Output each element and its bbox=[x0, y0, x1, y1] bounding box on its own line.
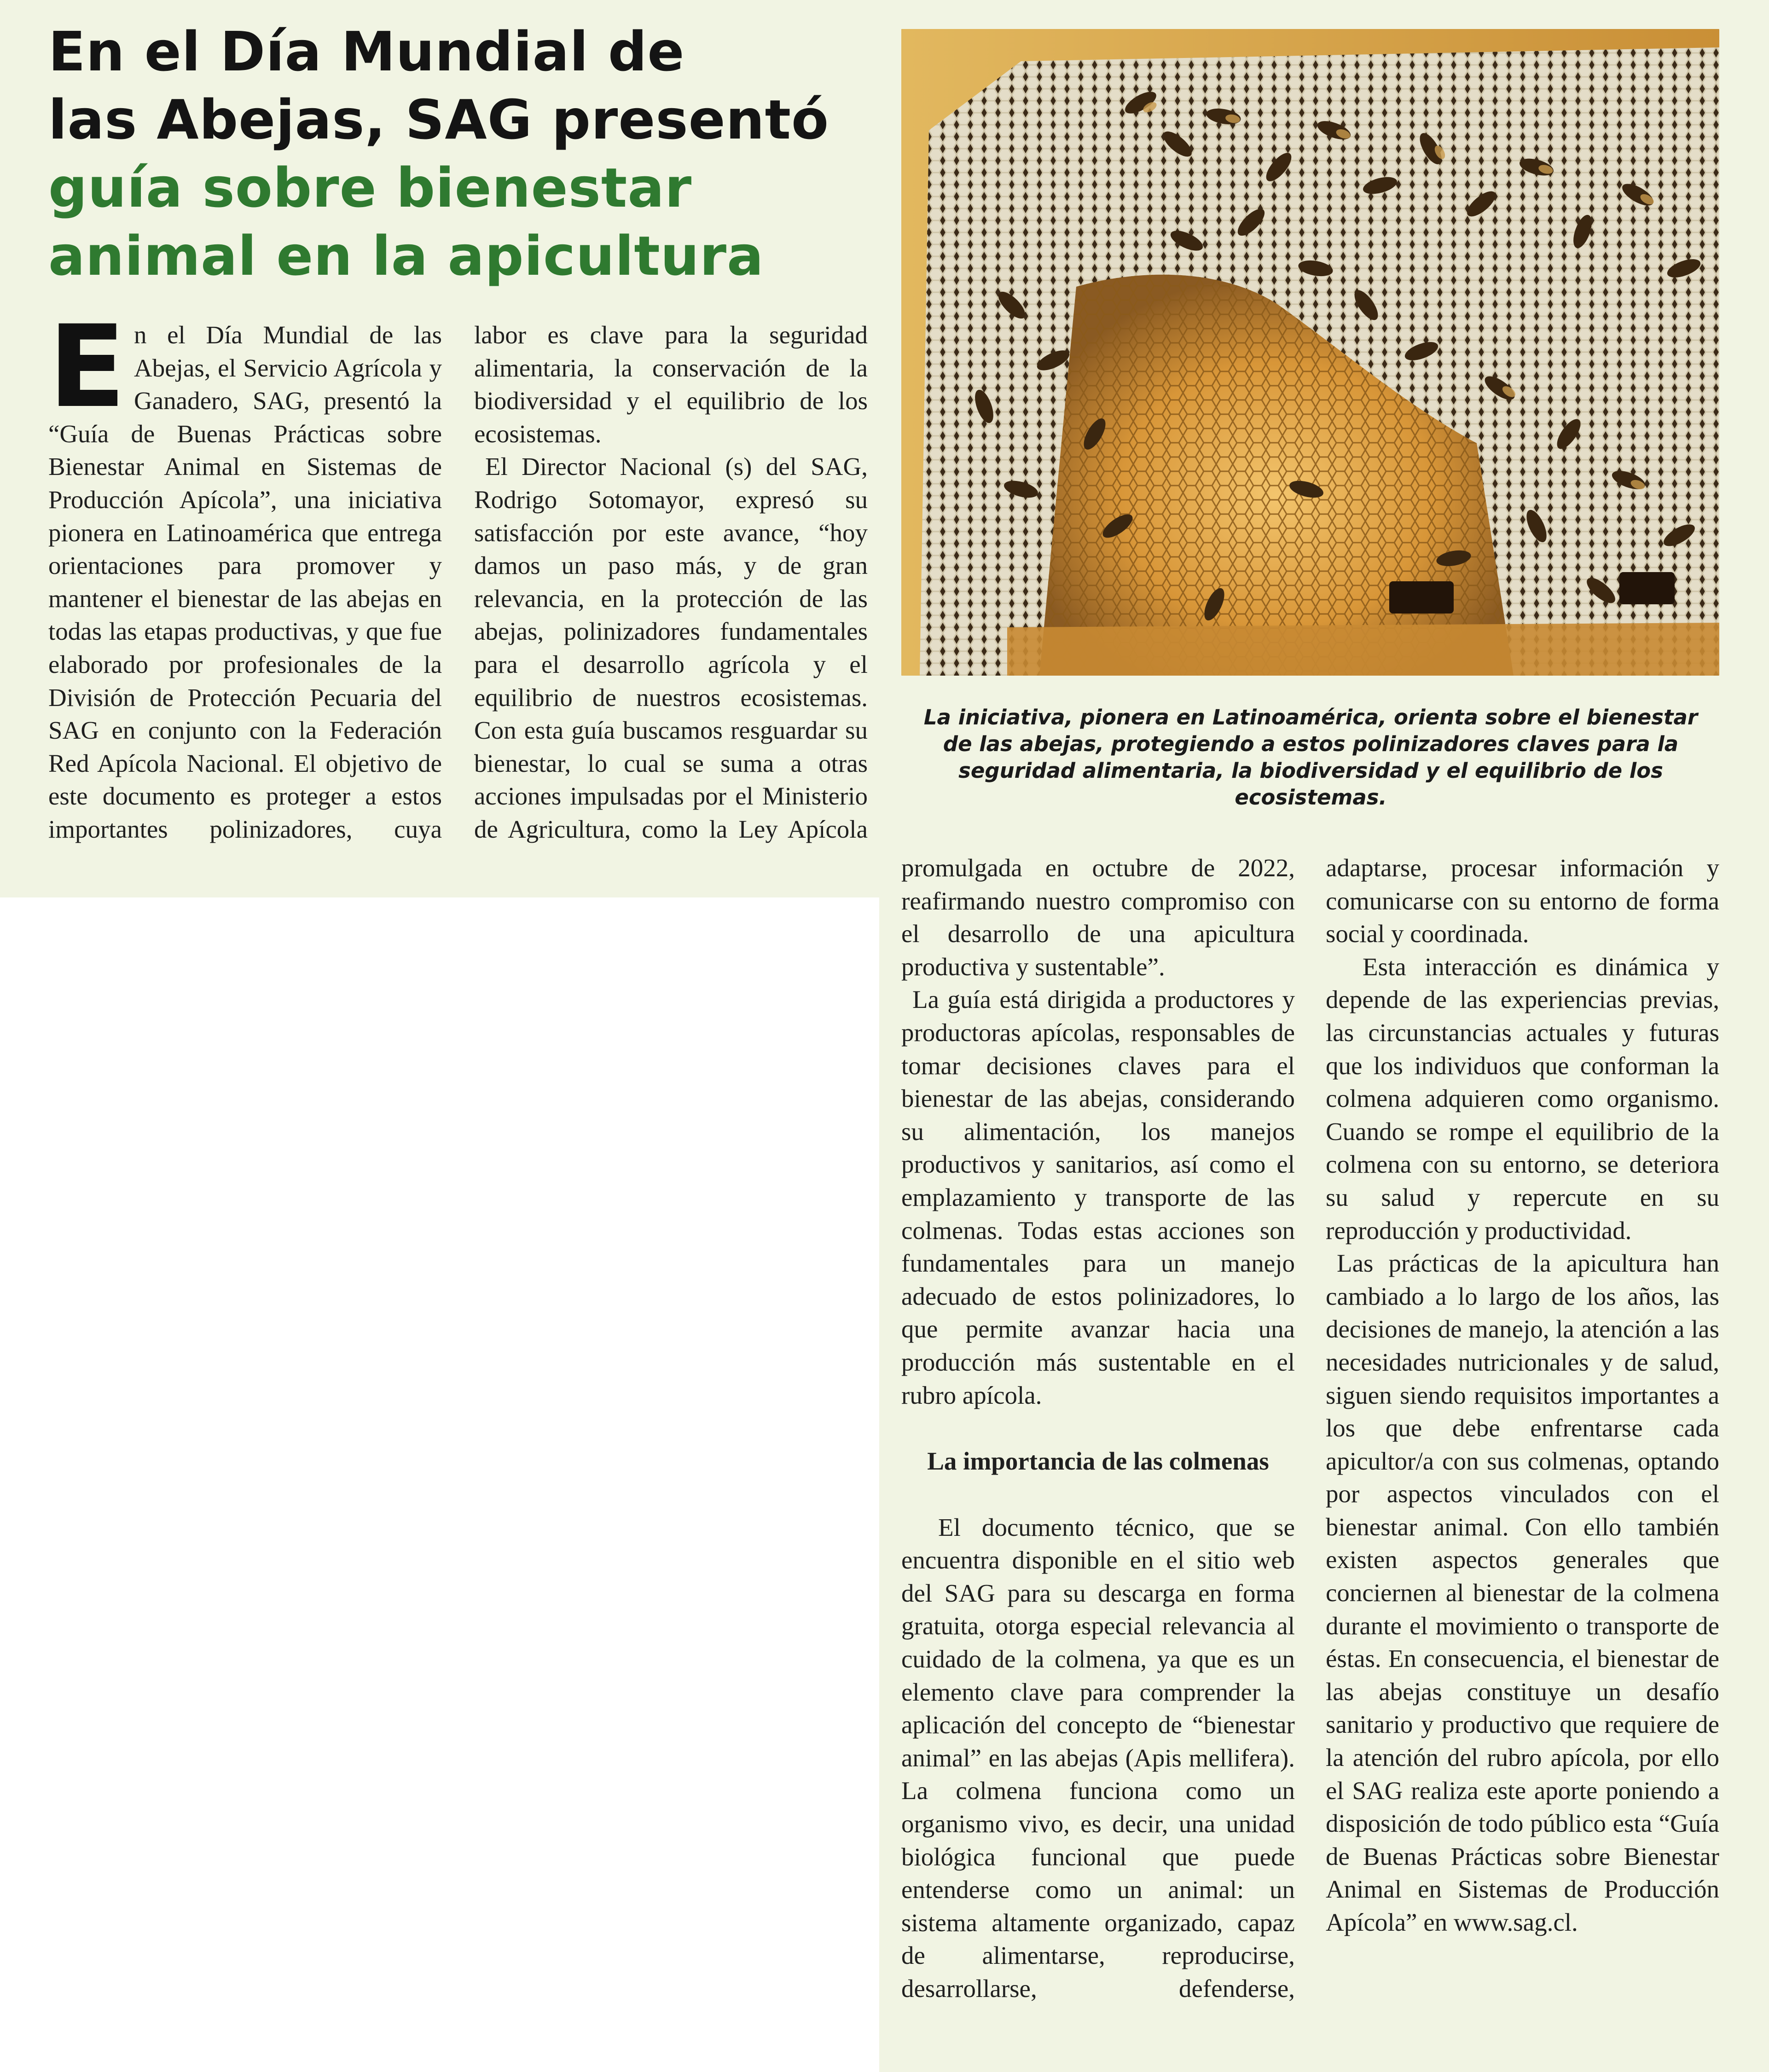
paragraph: promulgada en octubre de 2022, reafirmando nuestro compromiso con el desarrollo de una apicultura productiva y sustentable”. bbox=[901, 854, 1295, 981]
headline-line-4: animal en la apicultura bbox=[48, 224, 764, 288]
section-subheading: La importancia de las colmenas bbox=[927, 1447, 1269, 1476]
article-column-1 bbox=[48, 301, 442, 846]
headline-line-2: las Abejas, SAG presentó bbox=[48, 88, 829, 151]
headline-line-1: En el Día Mundial de bbox=[48, 20, 685, 83]
paragraph: Esta interacción es dinámica y depende de las experiencias previas, las circunstancias actuales y futuras que los individuos que conforman la colmena adquieren como organismo. Cuando se rompe el equilibrio de la colmena con su entorno, se deteriora su salud y repercute en su reproducción y productividad. bbox=[1326, 952, 1719, 1244]
intro-paragraph: n el Día Mundial de las Abejas, el Servicio Agrícola y Ganadero, SAG, presentó la “Guía de Buenas Prácticas sobre Bienestar Animal en Sistemas de Producción Apícola”, una iniciativa pionera en Latinoamérica que entrega orientaciones para promover y mantener el bienestar de las abejas en todas las etapas productivas, y que fue elaborado por profesionales de la División de Protección Pecuaria del SAG en conjunto con la Federación Red Apícola Nacional. El objetivo de este documento es proteger a estos importantes polinizadores, cuya bbox=[48, 321, 442, 843]
photo-caption: La iniciativa, pionera en Latinoamérica, orienta sobre el bienestar de las abejas, protegiendo a estos polinizadores claves para la seguridad alimentaria, la biodiversidad y el equilibrio de los ecosistemas. bbox=[923, 705, 1698, 810]
drop-cap: E bbox=[48, 301, 126, 433]
article-column-3 bbox=[901, 851, 1295, 2005]
paragraph: El Director Nacional (s) del SAG, Rodrigo Sotomayor, expresó su satisfacción por este avance, “hoy damos un paso más, y de gran relevancia, en la protección de las abejas, polinizadores fundamentales para el desarrollo agrícola y el equilibrio de nuestros ecosistemas. Con esta guía buscamos resguardar su bienestar, lo cual se suma a otras acciones impulsadas por el Ministerio de Agricultura, como la Ley Apícola bbox=[474, 452, 868, 843]
article-column-2 bbox=[474, 318, 868, 846]
article-column-4 bbox=[1326, 851, 1719, 1939]
headline-line-3: guía sobre bienestar bbox=[48, 156, 692, 220]
paragraph: Las prácticas de la apicultura han cambiado a lo largo de los años, las decisiones de manejo, la atención a las necesidades nutricionales y de salud, siguen siendo requisitos importantes a los que debe enfrentarse cada apicultor/a con sus colmenas, optando por aspectos vinculados con el bienestar animal. Con ello también existen aspectos generales que conciernen al bienestar de la colmena durante el movimiento o transporte de éstas. En consecuencia, el bienestar de las abejas constituye un desafío sanitario y productivo que requiere de la atención del rubro apícola, por ello el SAG realiza este aporte poniendo a disposición de todo público esta “Guía de Buenas Prácticas sobre Bienestar Animal en Sistemas de Producción Apícola” en www.sag.cl. bbox=[1326, 1249, 1719, 1936]
honeycomb-photo bbox=[901, 29, 1719, 676]
honeycomb-with-bees-icon bbox=[901, 29, 1719, 676]
paragraph: El documento técnico, que se encuentra disponible en el sitio web del SAG para su descarga en forma gratuita, otorga especial relevancia al cuidado de la colmena, ya que es un elemento clave para comprender la aplicación del concepto de “bienestar animal” en las abejas (Apis mellifera). La colmena funciona como un organismo vivo, es decir, una unidad biológica funcional que puede entenderse como un animal: un sistema altamente organizado, capaz de alimentarse, reproducirse, desarrollarse, defenderse, bbox=[901, 1513, 1295, 2003]
paragraph: La guía está dirigida a productores y productoras apícolas, responsables de tomar decisiones claves para el bienestar de las abejas, considerando su alimentación, los manejos productivos y sanitarios, así como el emplazamiento y transporte de las colmenas. Todas estas acciones son fundamentales para un manejo adecuado de estos polinizadores, lo que permite avanzar hacia una producción más sustentable en el rubro apícola. bbox=[901, 985, 1295, 1409]
paragraph: labor es clave para la seguridad alimentaria, la conservación de la biodiversidad y el equilibrio de los ecosistemas. bbox=[474, 321, 868, 448]
article-headline bbox=[48, 17, 868, 290]
paragraph: adaptarse, procesar información y comunicarse con su entorno de forma social y coordinada. bbox=[1326, 854, 1719, 948]
